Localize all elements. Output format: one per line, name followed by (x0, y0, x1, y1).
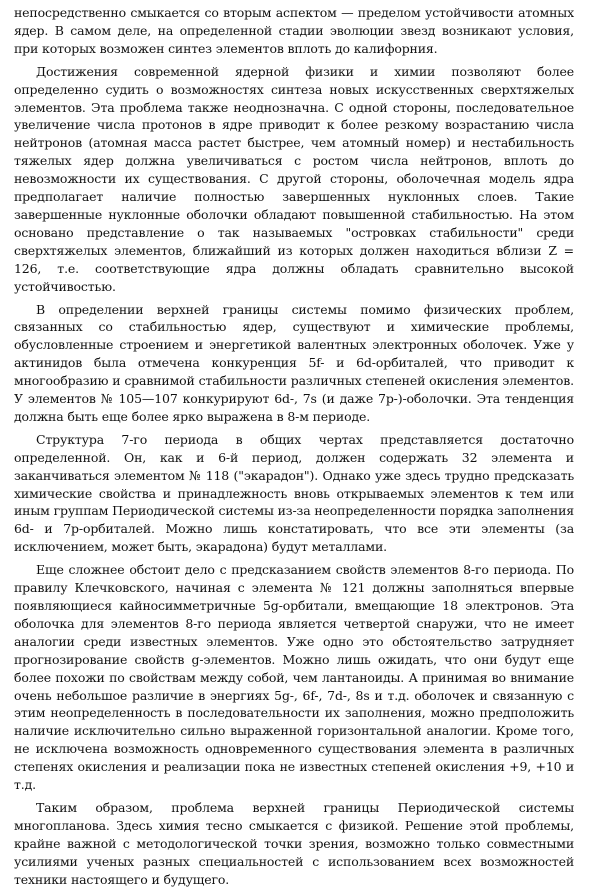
paragraph-5: Еще сложнее обстоит дело с предсказанием свойств элементов 8-го периода. По правилу Клечковского, начиная с элемента № 121 должны заполняться впервые появляющиеся кайносимметричные 5g-орбитали, вмещающие 18 электронов. Эта оболочка для элементов 8-го периода является четвертой снаружи, что не имеет аналогии среди известных элементов. Уже одно это обстоятельство затрудняет прогнозирование свойств g-элементов. Можно лишь ожидать, что они будут еще более похожи по свойствам между собой, чем лантаноиды. А принимая во внимание очень небольшое различие в энергиях 5g-, 6f-, 7d-, 8s и т.д. оболочек и связанную с этим неопределенность в последовательности их заполнения, можно предположить наличие исключительно сильно выраженной горизонтальной аналогии. Кроме того, не исключена возможность одновременного существования элемента в различных степенях окисления и реализации пока не известных степеней окисления +9, +10 и т.д. (14, 562, 574, 793)
paragraph-3: В определении верхней границы системы помимо физических проблем, связанных со стабильностью ядер, существуют и химические проблемы, обусловленные строением и энергетикой валентных электронных оболочек. Уже у актинидов была отмечена конкуренция 5f- и 6d-орбиталей, что приводит к многообразию и сравнимой стабильности различных степеней окисления элементов. У элементов № 105—107 конкурируют 6d-, 7s (и даже 7p-)-оболочки. Эта тенденция должна быть еще более ярко выражена в 8-м периоде. (14, 301, 574, 424)
paragraph-1: непосредственно смыкается со вторым аспектом — пределом устойчивости атомных ядер. В самом деле, на определенной стадии эволюции звезд возникают условия, при которых возможен синтез элементов вплоть до калифорния. (14, 5, 574, 56)
paragraph-6: Таким образом, проблема верхней границы Периодической системы многоплановa. Здесь химия тесно смыкается с физикой. Решение этой проблемы, крайне важной с методологической точки зрения, возможно только совместными усилиями ученых разных специальностей с использованием всех возможностей техники настоящего и будущего. (14, 799, 574, 887)
paragraph-4: Структура 7-го периода в общих чертах представляется достаточно определенной. Он, как и 6-й период, должен содержать 32 элемента и заканчиваться элементом № 118 ("экарадон"). Однако уже здесь трудно предсказать химические свойства и принадлежность вновь открываемых элементов к тем или иным группам Периодической системы из-за неопределенности порядка заполнения 6d- и 7p-орбиталей. Можно лишь констатировать, что все эти элементы (за исключением, может быть, экарадона) будут металлами. (14, 431, 574, 555)
paragraph-2: Достижения современной ядерной физики и химии позволяют более определенно судить о возможностях синтеза новых искусственных сверхтяжелых элементов. Эта проблема также неоднозначна. С одной стороны, последовательное увеличение числа протонов в ядре приводит к более резкому возрастанию числа нейтронов (атомная масса растет быстрее, чем атомный номер) и нестабильность тяжелых ядер должна увеличиваться с ростом числа нейтронов, вплоть до невозможности их существования. С другой стороны, оболочечная модель ядра предполагает наличие полностью завершенных нуклонных слоев. Такие завершенные нуклонные оболочки обладают повышенной стабильностью. На этом основано представление о так называемых "островках стабильности" среди сверхтяжелых элементов, ближайший из которых должен находиться вблизи Z = 126, т.е. соответствующие ядра должны обладать сравнительно высокой устойчивостью. (14, 63, 574, 294)
